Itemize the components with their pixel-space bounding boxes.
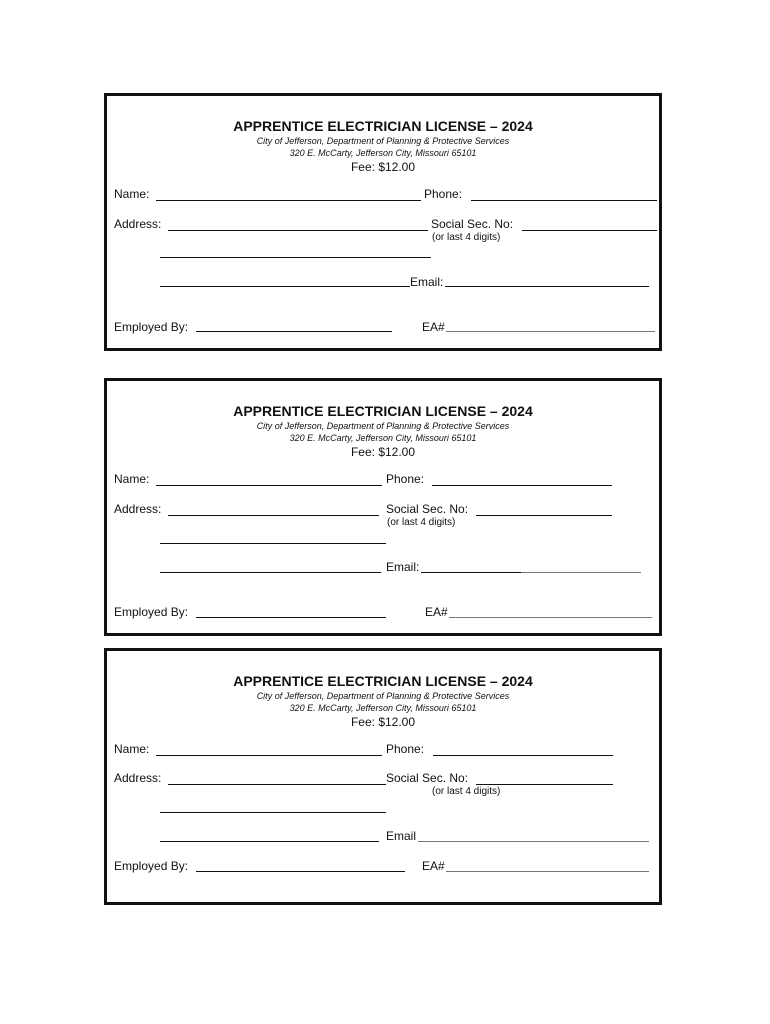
- employed-by-field[interactable]: [196, 331, 392, 332]
- name-field[interactable]: [156, 200, 421, 201]
- name-label: Name:: [114, 187, 150, 201]
- department-line: City of Jefferson, Department of Planning & Protective Services: [256, 691, 510, 701]
- ea-label: EA#: [425, 605, 448, 619]
- employed-by-field[interactable]: [196, 871, 405, 872]
- form-title: APPRENTICE ELECTRICIAN LICENSE – 2024: [233, 403, 533, 419]
- address-line: 320 E. McCarty, Jefferson City, Missouri 65101: [289, 433, 477, 443]
- email-field[interactable]: [445, 286, 649, 287]
- ssn-label: Social Sec. No:: [431, 217, 514, 231]
- employed-by-label: Employed By:: [114, 320, 189, 334]
- address-field-line3[interactable]: [160, 572, 381, 573]
- ssn-field[interactable]: [476, 515, 612, 516]
- form-title: APPRENTICE ELECTRICIAN LICENSE – 2024: [233, 673, 533, 689]
- ea-label: EA#: [422, 859, 445, 873]
- ea-field[interactable]: [446, 871, 649, 872]
- email-label: Email: [386, 829, 417, 843]
- employed-by-label: Employed By:: [114, 605, 189, 619]
- fee-text: Fee: $12.00: [350, 715, 416, 729]
- ea-label: EA#: [422, 320, 445, 334]
- email-field[interactable]: [421, 572, 521, 573]
- ssn-field[interactable]: [476, 784, 613, 785]
- license-form-1: [104, 93, 662, 351]
- address-line: 320 E. McCarty, Jefferson City, Missouri 65101: [289, 148, 477, 158]
- phone-field[interactable]: [433, 755, 613, 756]
- address-label: Address:: [114, 771, 162, 785]
- fee-text: Fee: $12.00: [350, 445, 416, 459]
- phone-field[interactable]: [471, 200, 657, 201]
- address-field-line2[interactable]: [160, 812, 386, 813]
- phone-label: Phone:: [386, 742, 425, 756]
- email-field[interactable]: [418, 841, 649, 842]
- form-title: APPRENTICE ELECTRICIAN LICENSE – 2024: [233, 118, 533, 134]
- phone-field[interactable]: [432, 485, 612, 486]
- ssn-note: (or last 4 digits): [387, 517, 456, 528]
- address-label: Address:: [114, 502, 162, 516]
- employed-by-field[interactable]: [196, 617, 386, 618]
- address-line: 320 E. McCarty, Jefferson City, Missouri 65101: [289, 703, 477, 713]
- address-field-line2[interactable]: [160, 543, 386, 544]
- name-field[interactable]: [156, 485, 382, 486]
- fee-text: Fee: $12.00: [350, 160, 416, 174]
- ea-field[interactable]: [449, 617, 652, 618]
- name-label: Name:: [114, 472, 150, 486]
- email-label: Email:: [386, 560, 420, 574]
- phone-label: Phone:: [386, 472, 425, 486]
- name-label: Name:: [114, 742, 150, 756]
- email-label: Email:: [410, 275, 444, 289]
- ssn-note: (or last 4 digits): [432, 232, 501, 243]
- department-line: City of Jefferson, Department of Planning & Protective Services: [256, 136, 510, 146]
- name-field[interactable]: [156, 755, 382, 756]
- phone-label: Phone:: [424, 187, 463, 201]
- ssn-label: Social Sec. No:: [386, 502, 469, 516]
- license-form-3: [104, 648, 662, 905]
- address-field-line2[interactable]: [160, 257, 431, 258]
- department-line: City of Jefferson, Department of Planning & Protective Services: [256, 421, 510, 431]
- ssn-field[interactable]: [522, 230, 657, 231]
- address-field[interactable]: [168, 784, 386, 785]
- address-field[interactable]: [168, 230, 428, 231]
- license-form-2: [104, 378, 662, 636]
- ssn-label: Social Sec. No:: [386, 771, 469, 785]
- ssn-note: (or last 4 digits): [432, 786, 501, 797]
- address-field-line3[interactable]: [160, 841, 379, 842]
- email-field-extension[interactable]: [521, 572, 641, 573]
- address-label: Address:: [114, 217, 162, 231]
- address-field-line3[interactable]: [160, 286, 410, 287]
- ea-field[interactable]: [446, 331, 655, 332]
- employed-by-label: Employed By:: [114, 859, 189, 873]
- address-field[interactable]: [168, 515, 379, 516]
